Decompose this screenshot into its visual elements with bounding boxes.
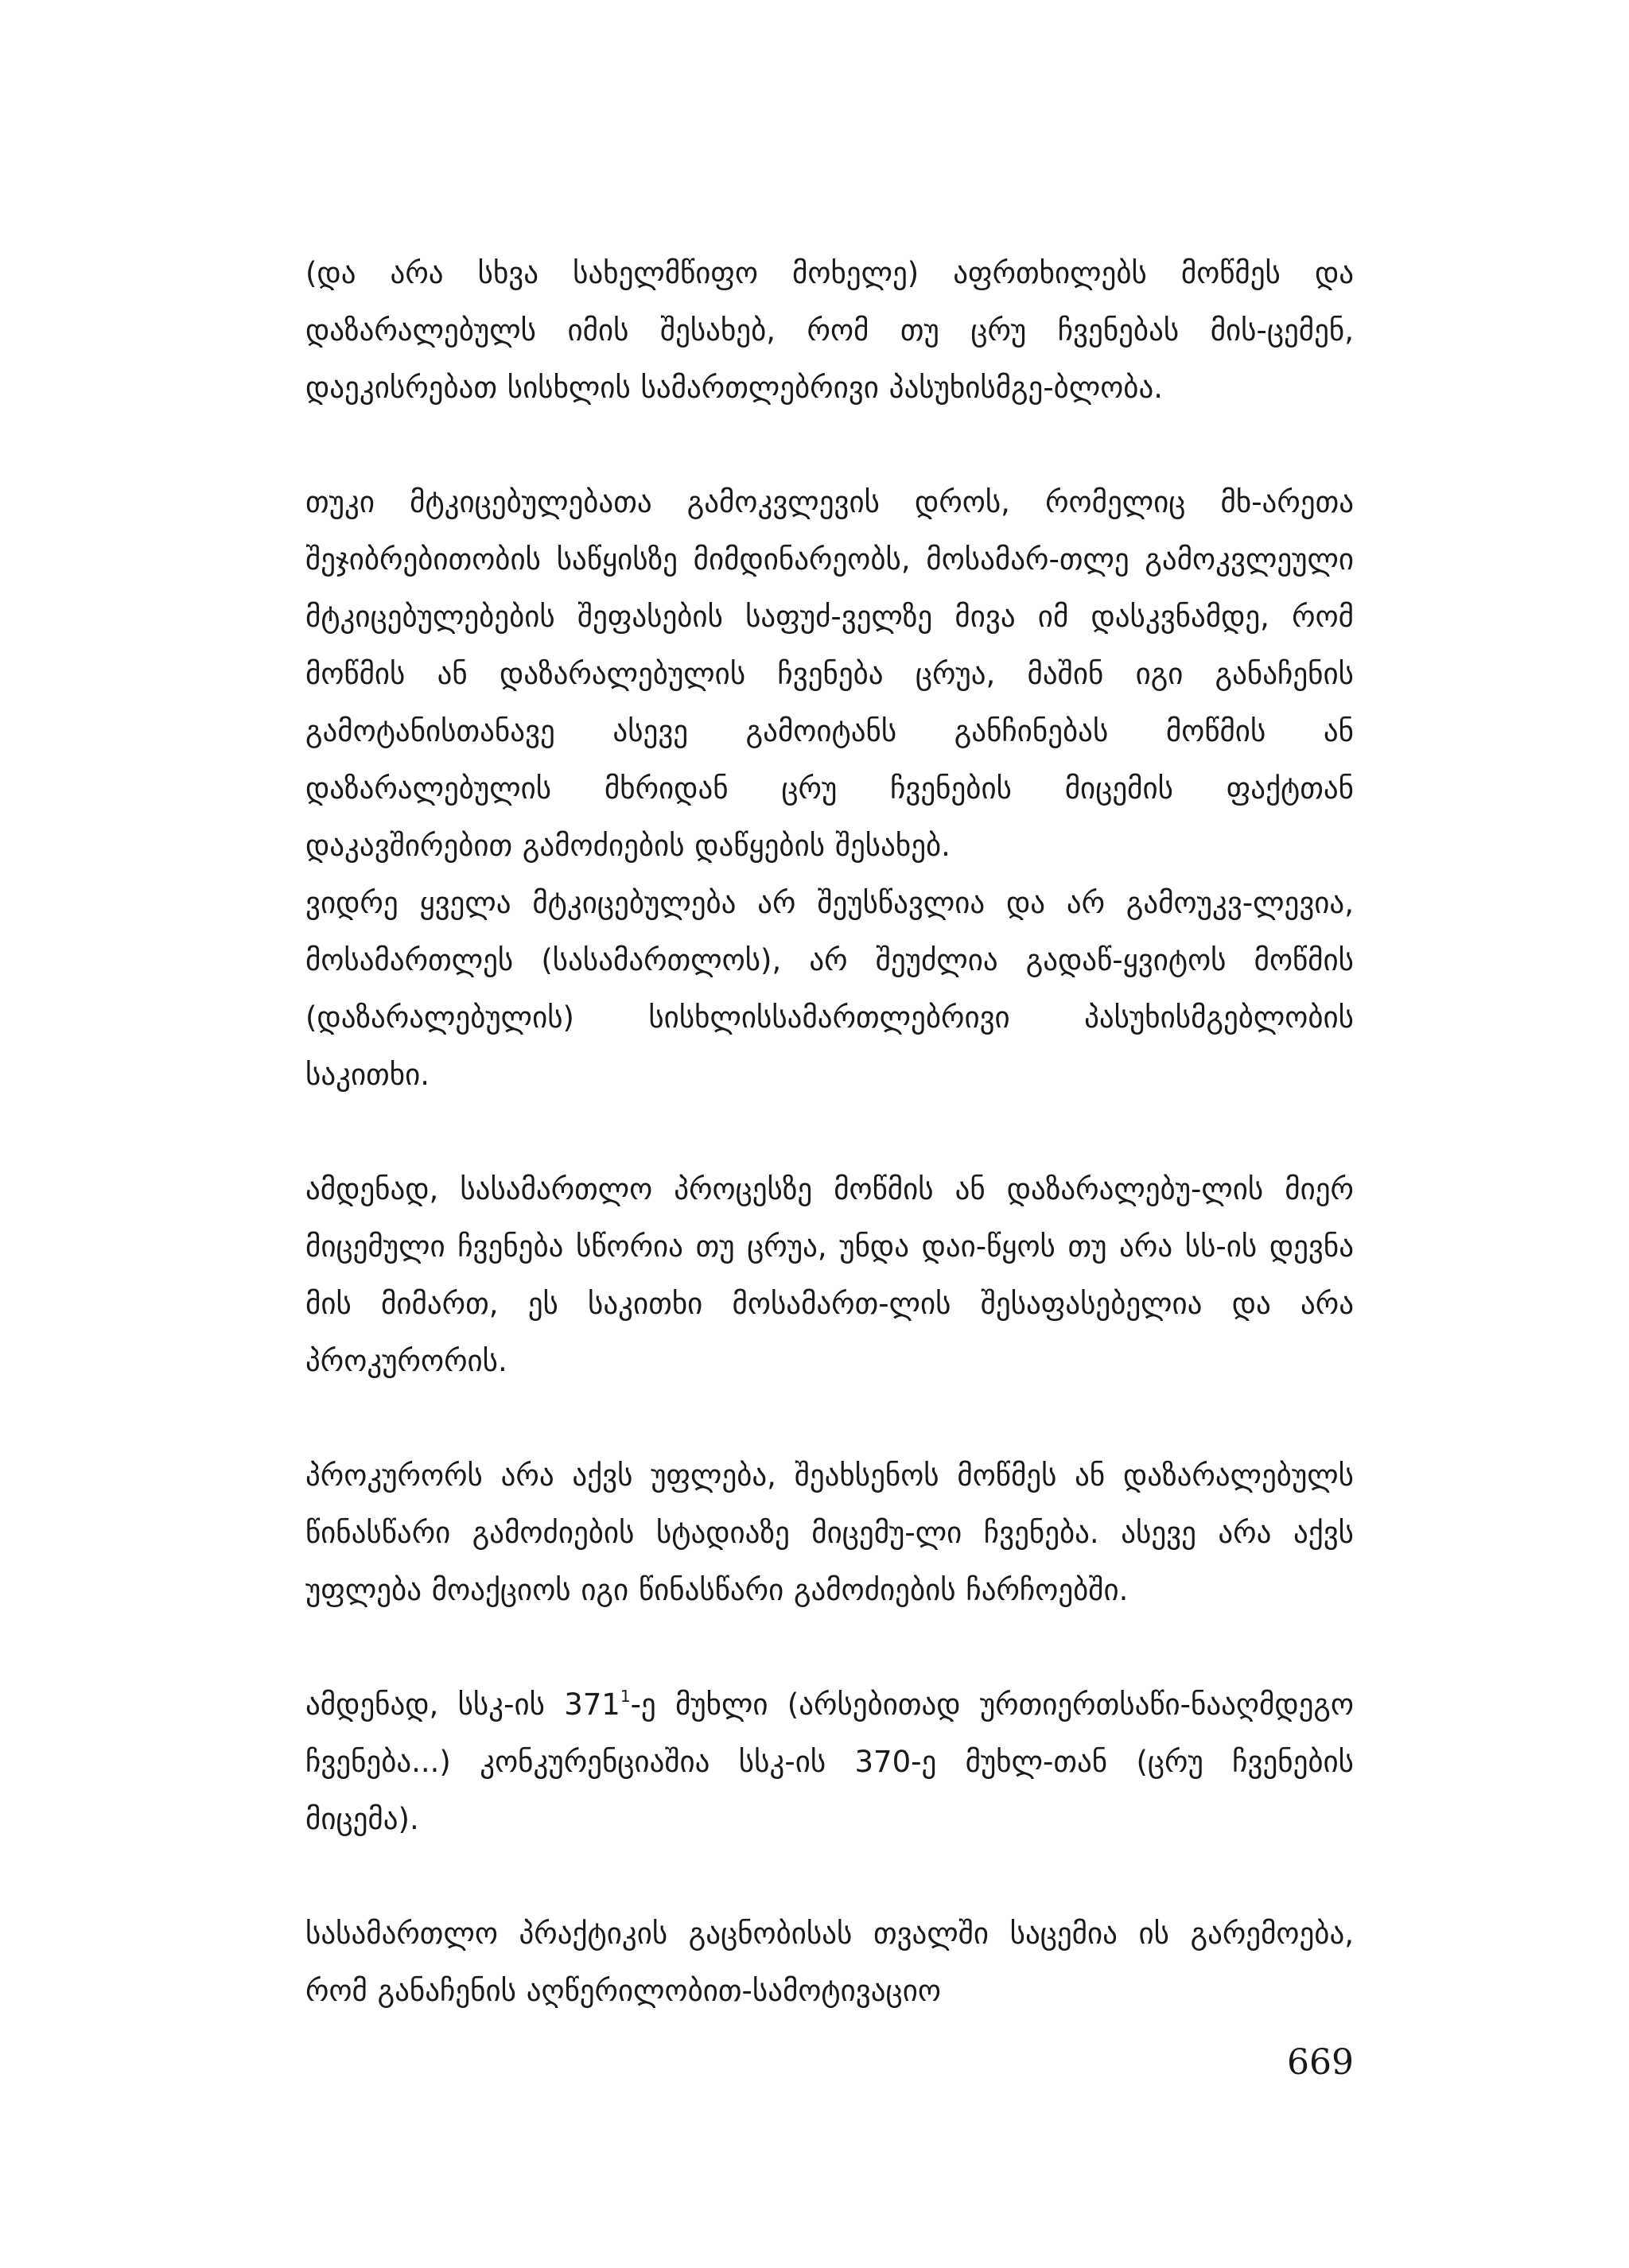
paragraph-5: პროკურორს არა აქვს უფლება, შეახსენოს მოწმეს ან დაზარალებულს წინასწარი გამოძიების სტადიაზე მიცემუ-ლი ჩვენება. ასევე არა აქვს უფლება მოაქციოს იგი წინასწარი გამოძიების ჩარჩოებში.	[305, 1458, 1354, 1607]
paragraph-2: თუკი მტკიცებულებათა გამოკვლევის დროს, რომელიც მხ-არეთა შეჯიბრებითობის საწყისზე მიმდინარეობს, მოსამარ-თლე გამოკვლეული მტკიცებულებების შეფასების საფუძ-ველზე მივა იმ დასკვნამდე, რომ მოწმის ან დაზარალებულის ჩვენება ცრუა, მაშინ იგი განაჩენის გამოტანისთანავე ასევე გამოიტანს განჩინებას მოწმის ან დაზარალებულის მხრიდან ცრუ ჩვენების მიცემის ფაქტთან დაკავშირებით გამოძიების დაწყების შესახებ.	[305, 485, 1354, 863]
paragraph-7: სასამართლო პრაქტიკის გაცნობისას თვალში საცემია ის გარემოება, რომ განაჩენის აღწერილობით-სამოტივაციო	[305, 1917, 1354, 2008]
article-ref-before: ამდენად, სსკ-ის 371	[305, 1687, 620, 1722]
article-ref-after: -ე მუხლი (არსებითად ურთიერთსაწი-ნააღმდეგო ჩვენება...) კონკურენციაშია სსკ-ის 370-ე მუხლ-თან (ცრუ ჩვენების მიცემა).	[305, 1687, 1354, 1836]
article-ref-superscript: 1	[620, 1687, 631, 1706]
page-number: 669	[1287, 2042, 1354, 2083]
paragraph-1: (და არა სხვა სახელმწიფო მოხელე) აფრთხილებს მოწმეს და დაზარალებულს იმის შესახებ, რომ თუ ცრუ ჩვენებას მის-ცემენ, დაეკისრებათ სისხლის სამართლებრივი პასუხისმგე-ბლობა.	[305, 256, 1354, 405]
paragraph-4: ამდენად, სასამართლო პროცესზე მოწმის ან დაზარალებუ-ლის მიერ მიცემული ჩვენება სწორია თუ ცრუა, უნდა დაი-წყოს თუ არა სს-ის დევნა მის მიმართ, ეს საკითხი მოსამართ-ლის შესაფასებელია და არა პროკურორის.	[305, 1172, 1354, 1378]
paragraph-6-article-reference	[305, 1676, 1354, 1848]
body-text	[305, 245, 1354, 2020]
paragraph-3: ვიდრე ყველა მტკიცებულება არ შეუსწავლია და არ გამოუკვ-ლევია, მოსამართლეს (სასამართლოს), არ შეუძლია გადაწ-ყვიტოს მოწმის (დაზარალებულის) სისხლისსამართლებრივი პასუხისმგებლობის საკითხი.	[305, 886, 1354, 1092]
